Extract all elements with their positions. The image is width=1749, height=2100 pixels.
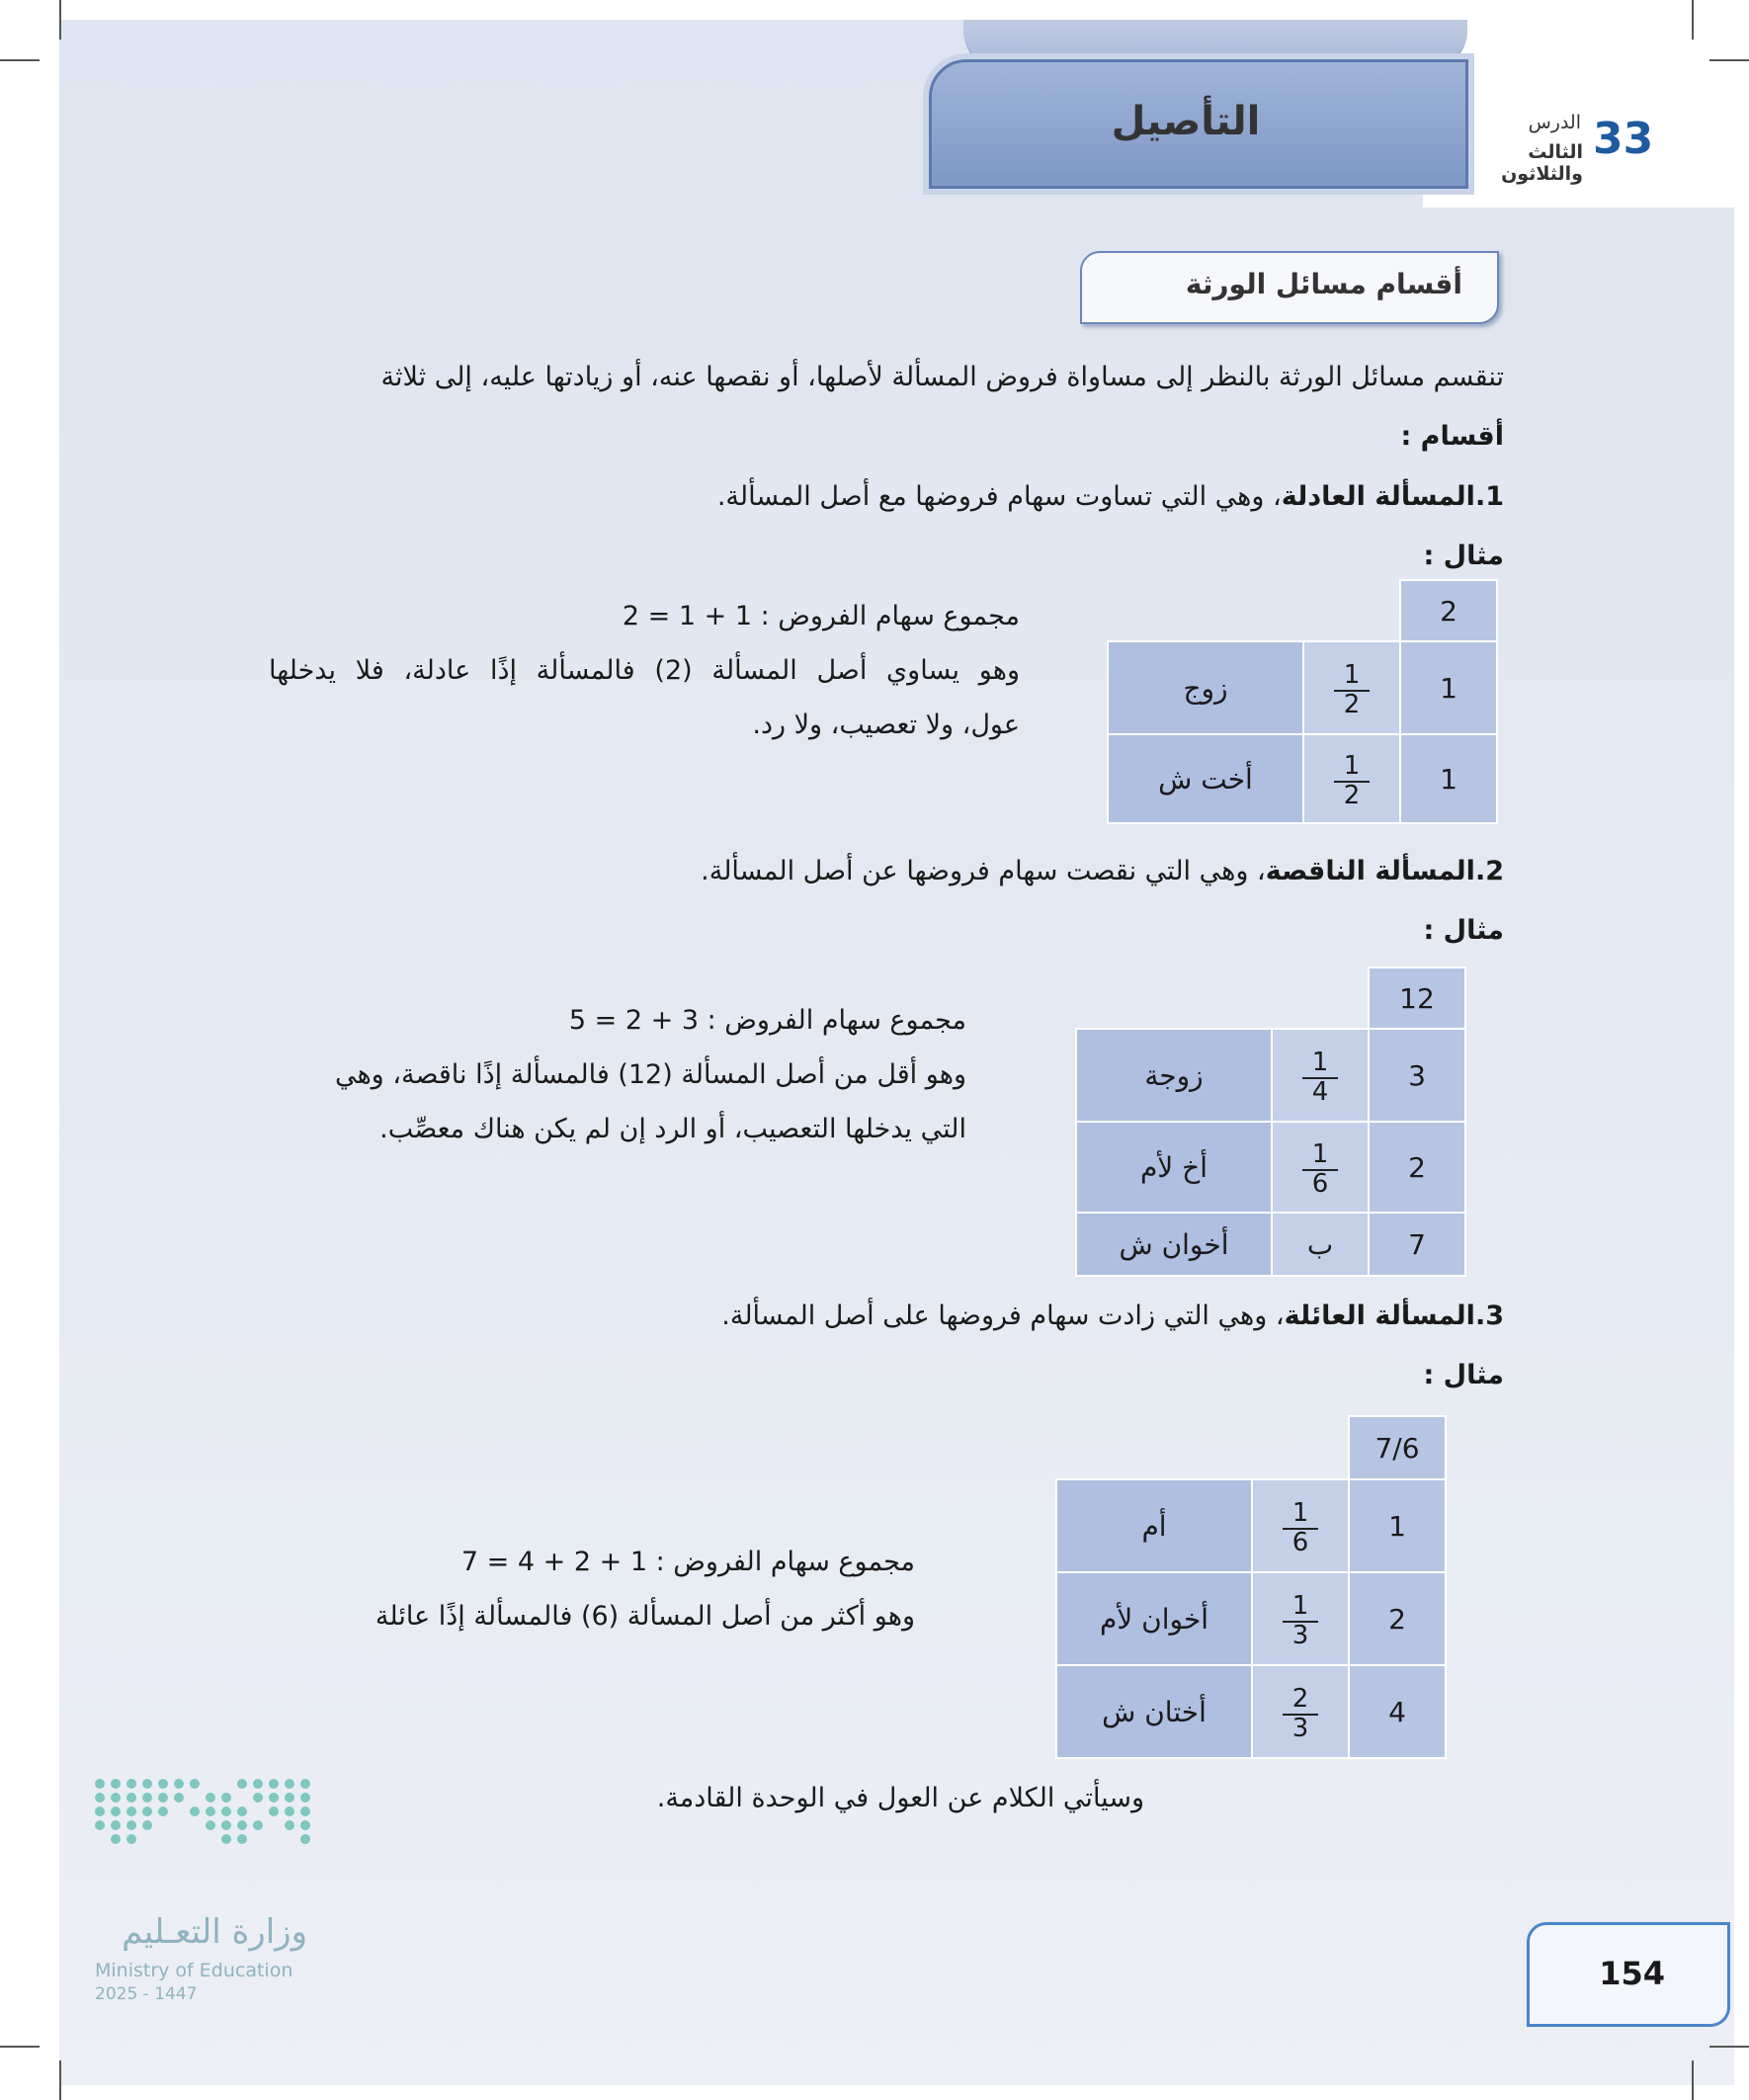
logo-dot xyxy=(126,1820,136,1830)
logo-dot xyxy=(300,1793,310,1803)
crop-mark xyxy=(1709,2046,1749,2048)
table-base: 7/6 xyxy=(1349,1416,1446,1479)
logo-dot xyxy=(158,1793,168,1803)
case-1-example-label: مثال : xyxy=(1423,541,1504,571)
logo-dot xyxy=(253,1779,263,1789)
logo-dot xyxy=(221,1820,231,1830)
edition-year: 2025 - 1447 xyxy=(95,1984,198,2004)
case-2-explanation: مجموع سهام الفروض : 3 + 2 = 5 وهو أقل من أصل المسألة (12) فالمسألة إذًا ناقصة، وهي التي يدخلها التعصيب، أو الرد إن لم يكن هناك معصِّب. xyxy=(334,1005,966,1144)
logo-dot xyxy=(285,1779,294,1789)
logo-dot xyxy=(174,1779,184,1789)
logo-dot xyxy=(111,1793,121,1803)
case-1-explanation: مجموع سهام الفروض : 1 + 1 = 2 وهو يساوي أصل المسألة (2) فالمسألة إذًا عادلة، فلا يدخلها عول، ولا تعصيب، ولا رد. xyxy=(269,601,1020,740)
logo-dot xyxy=(126,1806,136,1816)
table-fraction: $\frac{1}{6}$ xyxy=(1252,1479,1349,1572)
logo-dot xyxy=(269,1806,279,1816)
table-heir: زوجة xyxy=(1076,1029,1272,1122)
ministry-logo-dots xyxy=(95,1779,312,1844)
logo-dot xyxy=(285,1806,294,1816)
logo-dot xyxy=(253,1793,263,1803)
page-title: التأصيل xyxy=(1111,99,1261,144)
ministry-name-english: Ministry of Education xyxy=(95,1960,293,1981)
logo-dot xyxy=(111,1834,121,1844)
crop-mark xyxy=(59,2060,61,2100)
logo-dot xyxy=(285,1793,294,1803)
lesson-label: الدرس xyxy=(1528,112,1581,133)
table-fraction: $\frac{1}{2}$ xyxy=(1303,734,1400,823)
crop-mark xyxy=(1692,2060,1694,2100)
logo-dot xyxy=(126,1834,136,1844)
logo-dot xyxy=(95,1793,105,1803)
logo-dot xyxy=(142,1793,152,1803)
logo-dot xyxy=(253,1820,263,1830)
logo-dot xyxy=(237,1834,247,1844)
table-heir: زوج xyxy=(1108,641,1303,734)
lesson-ordinal: الثالث والثلاثون xyxy=(1501,141,1583,185)
logo-dot xyxy=(95,1779,105,1789)
logo-dot xyxy=(190,1779,200,1789)
closing-note: وسيأتي الكلام عن العول في الوحدة القادمة. xyxy=(656,1783,1144,1813)
logo-dot xyxy=(111,1820,121,1830)
table-fraction: $\frac{1}{4}$ xyxy=(1272,1029,1369,1122)
table-fraction: $\frac{1}{6}$ xyxy=(1272,1122,1369,1213)
table-heir: أختان ش xyxy=(1056,1665,1252,1758)
table-share: 4 xyxy=(1349,1665,1446,1758)
lesson-number: 33 xyxy=(1593,114,1654,164)
case-1-table xyxy=(1107,579,1498,824)
logo-dot xyxy=(237,1820,247,1830)
crop-mark xyxy=(59,0,61,40)
ministry-name-arabic: وزارة التعـليم xyxy=(122,1912,307,1952)
crop-mark xyxy=(1709,59,1749,61)
logo-dot xyxy=(174,1793,184,1803)
section-title: أقسام مسائل الورثة xyxy=(1185,268,1462,300)
table-heir: أخوان لأم xyxy=(1056,1572,1252,1665)
logo-dot xyxy=(221,1834,231,1844)
logo-dot xyxy=(300,1779,310,1789)
crop-mark xyxy=(0,59,40,61)
case-2-table xyxy=(1075,966,1466,1277)
crop-mark xyxy=(0,2046,40,2048)
table-share: 1 xyxy=(1349,1479,1446,1572)
table-remainder: ب xyxy=(1272,1213,1369,1276)
case-3-heading: 3.المسألة العائلة، وهي التي زادت سهام فروضها على أصل المسألة. xyxy=(721,1301,1504,1331)
table-heir: أخوان ش xyxy=(1076,1213,1272,1276)
table-heir: أخ لأم xyxy=(1076,1122,1272,1213)
logo-dot xyxy=(190,1806,200,1816)
logo-dot xyxy=(300,1820,310,1830)
logo-dot xyxy=(126,1779,136,1789)
case-3-explanation: مجموع سهام الفروض : 1 + 2 + 4 = 7 وهو أكثر من أصل المسألة (6) فالمسألة إذًا عائلة xyxy=(375,1547,915,1632)
table-share: 7 xyxy=(1369,1213,1465,1276)
logo-dot xyxy=(206,1806,215,1816)
table-base: 12 xyxy=(1369,967,1465,1029)
crop-mark xyxy=(1692,0,1694,40)
logo-dot xyxy=(300,1834,310,1844)
logo-dot xyxy=(111,1779,121,1789)
logo-dot xyxy=(206,1793,215,1803)
logo-dot xyxy=(158,1779,168,1789)
case-2-example-label: مثال : xyxy=(1423,915,1504,946)
logo-dot xyxy=(237,1806,247,1816)
case-3-example-label: مثال : xyxy=(1423,1360,1504,1390)
logo-dot xyxy=(142,1820,152,1830)
intro-line-2: أقسام : xyxy=(1400,421,1504,452)
case-1-heading: 1.المسألة العادلة، وهي التي تساوت سهام فروضها مع أصل المسألة. xyxy=(716,481,1504,512)
table-share: 3 xyxy=(1369,1029,1465,1122)
logo-dot xyxy=(158,1806,168,1816)
logo-dot xyxy=(126,1793,136,1803)
table-share: 1 xyxy=(1400,734,1497,823)
logo-dot xyxy=(237,1779,247,1789)
table-share: 2 xyxy=(1349,1572,1446,1665)
table-fraction: $\frac{2}{3}$ xyxy=(1252,1665,1349,1758)
logo-dot xyxy=(95,1820,105,1830)
intro-line-1: تنقسم مسائل الورثة بالنظر إلى مساواة فروض المسألة لأصلها، أو نقصها عنه، أو زيادتها عليه، إلى ثلاثة xyxy=(380,362,1504,392)
case-3-table xyxy=(1055,1415,1447,1759)
logo-dot xyxy=(142,1779,152,1789)
logo-dot xyxy=(221,1793,231,1803)
table-fraction: $\frac{1}{3}$ xyxy=(1252,1572,1349,1665)
case-2-heading: 2.المسألة الناقصة، وهي التي نقصت سهام فروضها عن أصل المسألة. xyxy=(701,856,1504,886)
logo-dot xyxy=(111,1806,121,1816)
logo-dot xyxy=(221,1806,231,1816)
logo-dot xyxy=(206,1820,215,1830)
logo-dot xyxy=(142,1806,152,1816)
logo-dot xyxy=(300,1806,310,1816)
table-fraction: $\frac{1}{2}$ xyxy=(1303,641,1400,734)
logo-dot xyxy=(269,1779,279,1789)
logo-dot xyxy=(269,1793,279,1803)
logo-dot xyxy=(285,1820,294,1830)
table-base: 2 xyxy=(1400,580,1497,641)
table-share: 2 xyxy=(1369,1122,1465,1213)
table-share: 1 xyxy=(1400,641,1497,734)
table-heir: أم xyxy=(1056,1479,1252,1572)
logo-dot xyxy=(95,1806,105,1816)
page-number: 154 xyxy=(1599,1955,1665,1992)
table-heir: أخت ش xyxy=(1108,734,1303,823)
